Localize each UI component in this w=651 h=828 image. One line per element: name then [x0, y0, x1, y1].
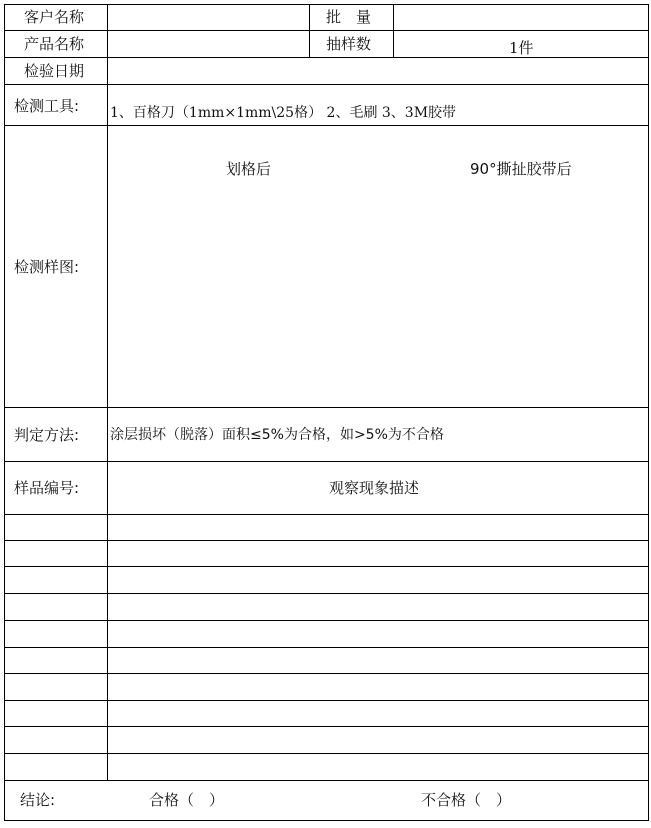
sample-image-caption-cross-cut: 划格后 [226, 160, 272, 178]
conclusion-fail-option[interactable]: 不合格（ ） [421, 791, 512, 809]
grid-line [4, 4, 649, 5]
tools-label: 检测工具: [14, 97, 80, 115]
inspection-date-label: 检验日期 [24, 62, 85, 80]
grid-line [4, 780, 649, 781]
sample-qty-label: 抽样数 [326, 35, 372, 53]
grid-line [309, 4, 310, 57]
customer-name-label: 客户名称 [24, 8, 85, 26]
grid-line [107, 4, 108, 780]
sample-image-caption-tape-pull: 90°撕扯胶带后 [470, 160, 572, 178]
grid-line [4, 30, 649, 31]
product-name-label: 产品名称 [24, 35, 85, 53]
grid-line [4, 820, 649, 821]
description-label: 观察现象描述 [329, 479, 420, 497]
grid-line [4, 566, 649, 567]
grid-line [4, 514, 649, 515]
grid-line [393, 4, 394, 57]
grid-line [4, 125, 649, 126]
grid-line [4, 4, 5, 821]
tools-value: 1、百格刀（1mm×1mm\25格） 2、毛刷 3、3M胶带 [110, 105, 457, 121]
grid-line [4, 647, 649, 648]
grid-line [4, 540, 649, 541]
grid-line [4, 407, 649, 408]
grid-line [4, 84, 649, 85]
grid-line [4, 673, 649, 674]
conclusion-label: 结论: [20, 791, 56, 809]
sample-image-label: 检测样图: [14, 258, 80, 276]
grid-line [4, 593, 649, 594]
method-label: 判定方法: [14, 426, 80, 444]
grid-line [4, 461, 649, 462]
sample-qty-value[interactable]: 1件 [509, 39, 534, 57]
batch-qty-label: 批 量 [326, 8, 372, 26]
grid-line [4, 620, 649, 621]
grid-line [4, 700, 649, 701]
conclusion-pass-option[interactable]: 合格（ ） [149, 791, 225, 809]
grid-line [4, 726, 649, 727]
sample-no-label: 样品编号: [14, 479, 80, 497]
method-value: 涂层损坏（脱落）面积≤5%为合格，如>5%为不合格 [110, 427, 444, 443]
grid-line [4, 57, 649, 58]
grid-line [648, 4, 649, 821]
grid-line [4, 753, 649, 754]
